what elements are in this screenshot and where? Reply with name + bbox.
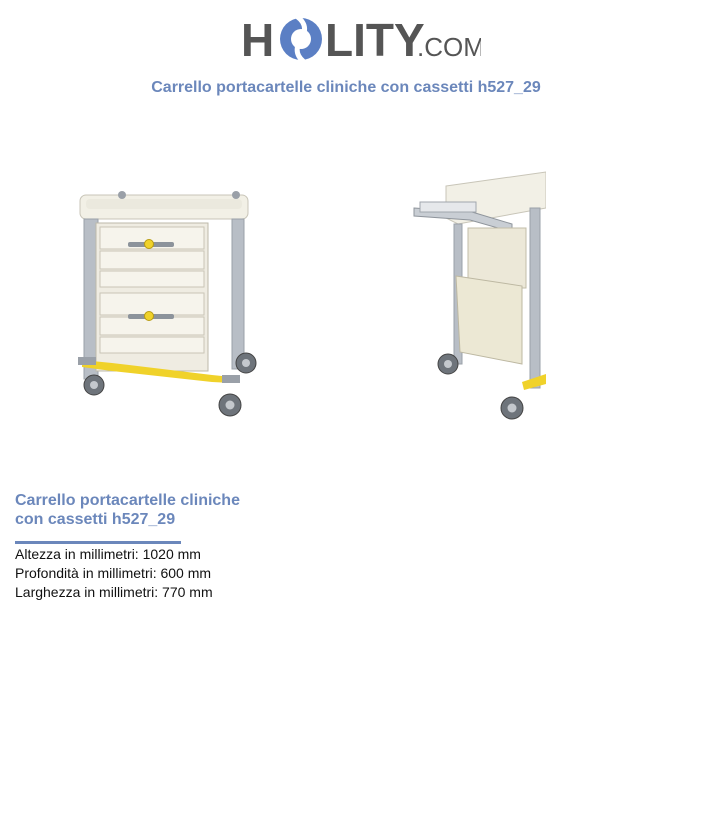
svg-text:.COM: .COM bbox=[417, 32, 481, 62]
product-heading: Carrello portacartelle cliniche con cassetti h527_29 bbox=[15, 492, 240, 528]
heading-divider bbox=[15, 541, 181, 544]
svg-text:H: H bbox=[241, 14, 275, 66]
spec-height: Altezza in millimetri: 1020 mm bbox=[15, 546, 201, 562]
spec-list bbox=[15, 545, 213, 602]
logo-graphic bbox=[241, 10, 481, 68]
cart-front-image bbox=[72, 185, 267, 425]
cart-side-image bbox=[412, 168, 546, 430]
page-title: Carrello portacartelle cliniche con cassetti h527_29 bbox=[151, 79, 541, 96]
spec-width: Larghezza in millimetri: 770 mm bbox=[15, 584, 213, 600]
spec-depth: Profondità in millimetri: 600 mm bbox=[15, 565, 212, 581]
holity-logo[interactable] bbox=[241, 10, 481, 68]
svg-text:LITY: LITY bbox=[325, 14, 425, 66]
